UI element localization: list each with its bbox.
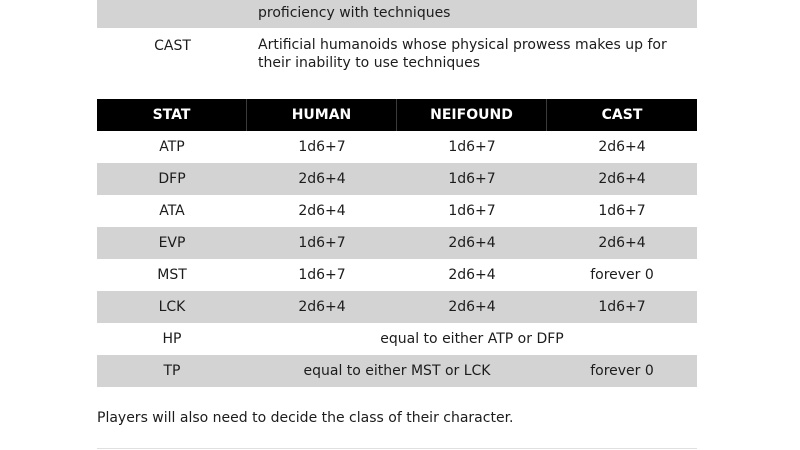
stat-name: ATP bbox=[159, 139, 185, 155]
stat-cast: forever 0 bbox=[590, 363, 654, 379]
header-neifound: NEIFOUND bbox=[397, 99, 547, 131]
stat-human: 2d6+4 bbox=[298, 203, 346, 219]
stat-neifound: 2d6+4 bbox=[448, 267, 496, 283]
race-description: Artificial humanoids whose physical prowess makes up for their inability to use techniques bbox=[258, 37, 667, 71]
stat-table bbox=[97, 99, 697, 387]
stat-row-tp bbox=[97, 355, 697, 387]
header-human: HUMAN bbox=[247, 99, 397, 131]
stat-cast: 2d6+4 bbox=[598, 139, 646, 155]
race-row-cast bbox=[97, 36, 697, 74]
stat-row-lck bbox=[97, 291, 697, 323]
stat-cast: 2d6+4 bbox=[598, 171, 646, 187]
race-name bbox=[97, 0, 248, 28]
stat-name: ATA bbox=[159, 203, 185, 219]
stat-hp-value: equal to either ATP or DFP bbox=[380, 331, 564, 347]
stat-human: 2d6+4 bbox=[298, 171, 346, 187]
stat-name: DFP bbox=[158, 171, 186, 187]
divider bbox=[97, 448, 697, 449]
race-name: CAST bbox=[154, 38, 191, 54]
stat-human: 1d6+7 bbox=[298, 139, 346, 155]
stat-human: 2d6+4 bbox=[298, 299, 346, 315]
stat-name: HP bbox=[162, 331, 182, 347]
stat-row-evp bbox=[97, 227, 697, 259]
header-stat: STAT bbox=[97, 99, 247, 131]
stat-cast: 2d6+4 bbox=[598, 235, 646, 251]
stat-neifound: 1d6+7 bbox=[448, 203, 496, 219]
stat-human: 1d6+7 bbox=[298, 267, 346, 283]
stat-name: EVP bbox=[158, 235, 186, 251]
stat-name: MST bbox=[157, 267, 187, 283]
header-cast: CAST bbox=[601, 107, 643, 123]
stat-name: LCK bbox=[158, 299, 186, 315]
stat-cast: 1d6+7 bbox=[598, 299, 646, 315]
stat-row-ata bbox=[97, 195, 697, 227]
stat-cast: 1d6+7 bbox=[598, 203, 646, 219]
race-description: proficiency with techniques bbox=[258, 5, 451, 21]
stat-row-hp bbox=[97, 323, 697, 355]
stat-neifound: 1d6+7 bbox=[448, 139, 496, 155]
class-note: Players will also need to decide the class of their character. bbox=[97, 410, 514, 426]
stat-neifound: 1d6+7 bbox=[448, 171, 496, 187]
race-row-partial bbox=[97, 0, 697, 28]
stat-row-mst bbox=[97, 259, 697, 291]
stat-table-header bbox=[97, 99, 697, 131]
stat-row-atp bbox=[97, 131, 697, 163]
stat-row-dfp bbox=[97, 163, 697, 195]
stat-cast: forever 0 bbox=[590, 267, 654, 283]
stat-neifound: 2d6+4 bbox=[448, 299, 496, 315]
stat-neifound: 2d6+4 bbox=[448, 235, 496, 251]
stat-name: TP bbox=[163, 363, 181, 379]
race-table bbox=[97, 0, 697, 74]
stat-tp-value: equal to either MST or LCK bbox=[303, 363, 491, 379]
stat-human: 1d6+7 bbox=[298, 235, 346, 251]
